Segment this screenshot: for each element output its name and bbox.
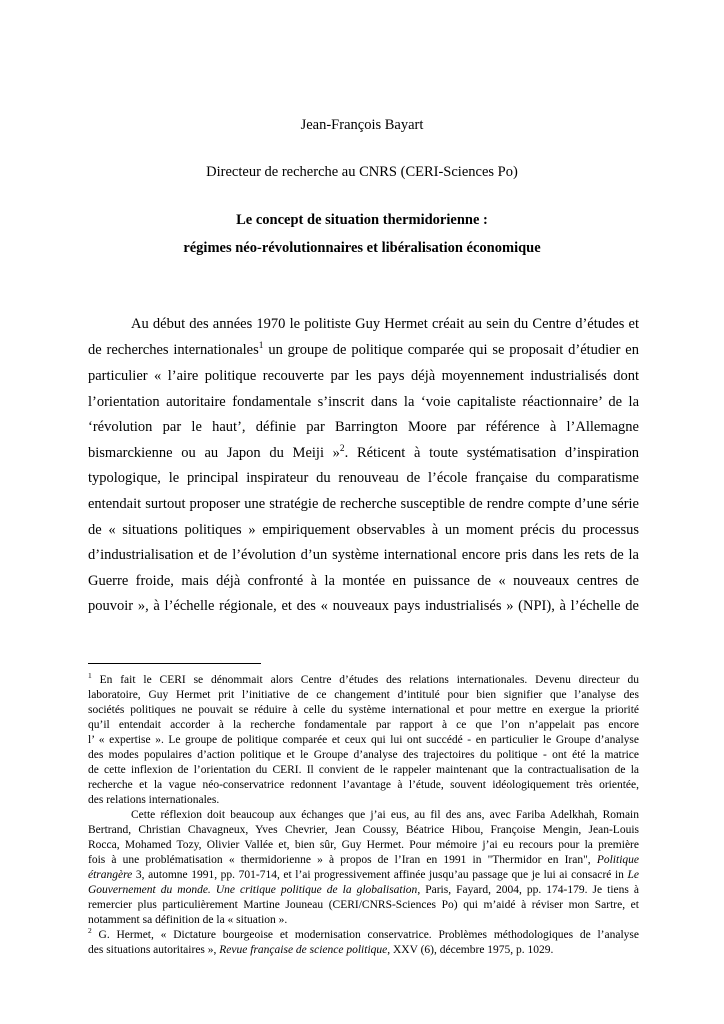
footnote-line: Bertrand, Christian Chavagneux, Yves Chevrier, Jean Coussy, Béatrice Hibou, Françoise Mengin, Jean-Louis	[88, 824, 639, 836]
footnote-text: 3, automne 1991, pp. 701-714, et l’ai progressivement affinée jusqu’au passage que je lui ai consacré in	[132, 869, 628, 881]
footnote-line: de cette inflexion de l’orientation du CERI. Il convient de le rappeler maintenant que la contractualisation de la	[88, 764, 639, 776]
footnote-line: sociétés politiques ne pouvait se réduire à celle du système international et pour mettre en exergue la priorité	[88, 704, 639, 716]
footnote-italic: Revue française de science politique	[219, 944, 388, 956]
body-line	[88, 340, 639, 360]
footnote-line	[88, 943, 639, 958]
footnote-line	[88, 673, 639, 688]
body-line: d’industrialisation et de l’évolution d’un système international encore pris dans les rets de la	[88, 547, 639, 563]
footnote-line: remercier plus particulièrement Martine Jouneau (CERI/CNRS-Sciences Po) qui m’aidé à réviser mon Sartre, et	[88, 899, 639, 911]
body-line: de « situations politiques » empiriquement observables à un moment précis du processus	[88, 522, 639, 538]
footnote-italic: Politique	[596, 854, 639, 866]
body-line	[88, 443, 639, 463]
footnote-line: notamment sa définition de la « situation ».	[88, 914, 288, 926]
footnote-ref-1[interactable]: 1	[258, 341, 264, 352]
footnote-line: Rocca, Mohamed Tozy, Olivier Vallée et, bien sûr, Guy Hermet. Pour mémoire j’ai eu recours pour la première	[88, 839, 639, 851]
body-line: ‘révolution par le haut’, définie par Barrington Moore par référence à l’Allemagne	[88, 419, 639, 435]
footnote-line	[88, 928, 639, 943]
footnote-line: l’ « expertise ». Le groupe de politique comparée et ceux qui lui ont succédé - en particulier le Groupe d’analyse	[88, 734, 639, 746]
footnote-line	[88, 883, 639, 898]
footnote-text: , Paris, Fayard, 2004, pp. 174-179. Je tiens à	[417, 884, 639, 896]
body-line: l’orientation autoritaire fondamentale s’inscrit dans la ‘voie capitaliste réactionnaire’ de la	[88, 394, 639, 410]
footnote-text: En fait le CERI se dénommait alors Centre d’études des relations internationales. Devenu directeur du	[91, 674, 639, 686]
footnote-italic: étrangère	[88, 869, 133, 881]
footnote-ref-2[interactable]: 2	[339, 444, 345, 455]
footnote-line: qu’il entendait accorder à la recherche fondamentale par rapport à ce que l’on n’appelait pas encore	[88, 719, 639, 731]
footnote-text: G. Hermet, « Dictature bourgeoise et modernisation conservatrice. Problèmes méthodologiques de l’analyse	[91, 929, 639, 941]
footnote-line: des relations internationales.	[88, 794, 220, 806]
footnote-line	[88, 868, 639, 883]
body-text: de recherches internationales	[88, 342, 259, 358]
footnote-text: des situations autoritaires »,	[88, 944, 220, 956]
body-line: entendait surtout proposer une stratégie de recherche susceptible de rendre compte d’une série	[88, 496, 639, 512]
footnote-number-1: 1	[88, 671, 92, 681]
paper-title-line-1: Le concept de situation thermidorienne :	[236, 212, 488, 228]
footnote-line: des modes populaires d’action politique et le Groupe d’analyse des trajectoires du politique - ont été la matrice	[88, 749, 639, 761]
footnote-line: laboratoire, Guy Hermet prit l’initiative de ce changement d’intitulé pour bien signifier que l’analyse des	[88, 689, 639, 701]
body-line: pouvoir », à l’échelle régionale, et des « nouveaux pays industrialisés » (NPI), à l’échelle de	[88, 598, 639, 614]
body-text: bismarckienne ou au Japon du Meiji »	[88, 445, 340, 461]
footnote-line	[88, 853, 639, 868]
body-line: Au début des années 1970 le politiste Guy Hermet créait au sein du Centre d’études et	[131, 316, 639, 332]
footnote-italic: Le	[627, 869, 639, 881]
footnote-text: fois à une problématisation « thermidorienne » à propos de l’Iran en 1991 in "Thermidor en Iran",	[88, 854, 597, 866]
footnote-italic: Gouvernement du monde. Une critique politique de la globalisation	[88, 884, 418, 896]
body-line: typologique, le principal inspirateur du renouveau de l’école française du comparatisme	[88, 470, 639, 486]
footnote-line: Cette réflexion doit beaucoup aux échanges que j’ai eus, au fil des ans, avec Fariba Adelkhah, Romain	[131, 809, 639, 821]
footnote-number-2: 2	[88, 926, 92, 936]
footnote-separator	[88, 663, 261, 664]
body-text: un groupe de politique comparée qui se proposait d’étudier en	[263, 342, 639, 358]
paper-title-line-2: régimes néo-révolutionnaires et libéralisation économique	[183, 240, 541, 256]
body-line: particulier « l’aire politique recouverte par les pays déjà moyennement industrialisés dont	[88, 368, 639, 384]
author-affiliation: Directeur de recherche au CNRS (CERI-Sciences Po)	[206, 164, 518, 180]
footnote-text: , XXV (6), décembre 1975, p. 1029.	[387, 944, 554, 956]
author-name: Jean-François Bayart	[300, 117, 424, 133]
body-line: Guerre froide, mais déjà confronté à la montée en puissance de « nouveaux centres de	[88, 573, 639, 589]
body-text: . Réticent à toute systématisation d’inspiration	[344, 445, 639, 461]
footnote-line: recherche et la vague néo-conservatrice redonnent l’avantage à l’étude, souvent idéologiquement très orientée,	[88, 779, 639, 791]
